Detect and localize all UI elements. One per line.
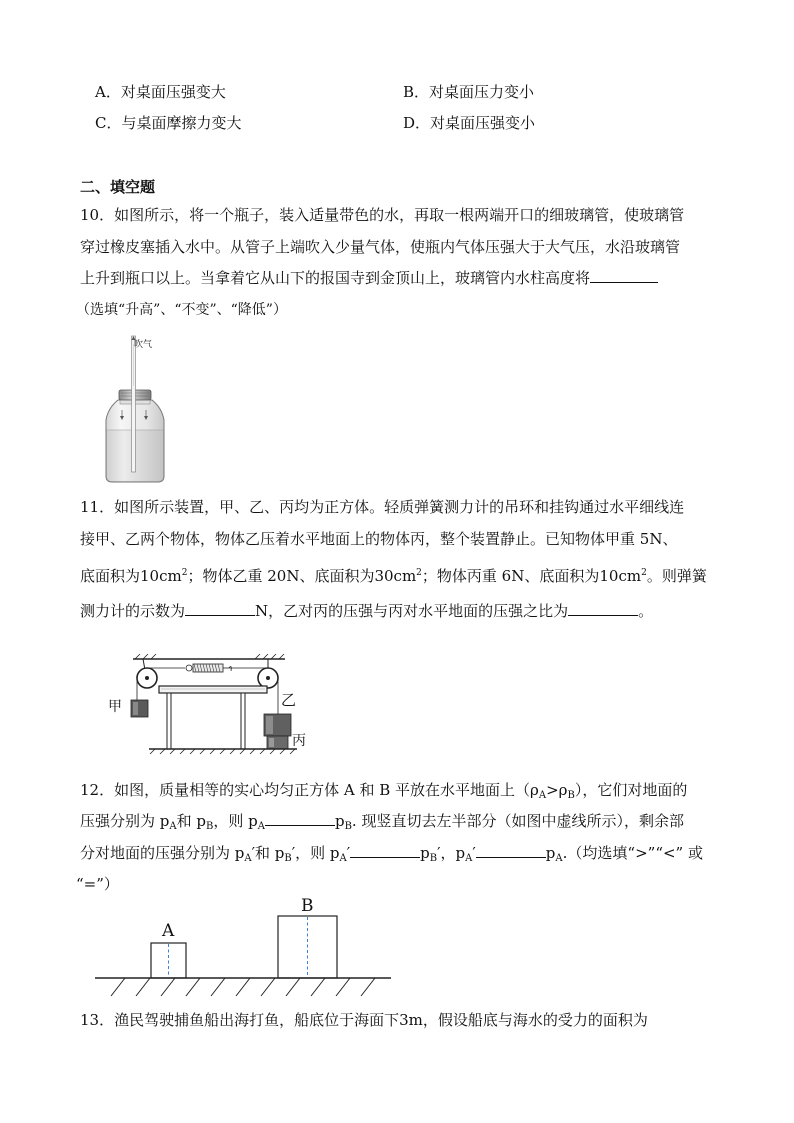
bottle-figure <box>100 336 170 484</box>
cubes-figure <box>95 895 395 1005</box>
q12-blank-1 <box>265 811 335 826</box>
q12-line1: 12．如图，质量相等的实心均匀正方体 A 和 B 平放在水平地面上$(\rho_A>\rho_B)$，它们对地面的 <box>80 781 688 801</box>
option-b: B．对桌面压力变小 <box>403 83 535 101</box>
q12-line2: 压强分别为 $p_A$和 $p_B$，则 $p_A$ $p_B$. 现竖直切去左半部分（如图中虚线所示），剩余部 <box>80 812 684 832</box>
q11-line2: 接甲、乙两个物体，物体乙压着水平地面上的物体丙，整个装置静止。已知物体甲重 5N、 <box>80 530 678 548</box>
q10-line2: 穿过橡皮塞插入水中。从管子上端吹入少量气体，使瓶内气体压强大于大气压，水沿玻璃管 <box>80 238 681 256</box>
q10-blank <box>590 268 658 283</box>
q11-line3: 底面积为$10cm^2$；物体乙重 20N、底面积为$30cm^2$；物体丙重 6N、底面积为$10cm^2$。则弹簧 <box>80 567 707 585</box>
q10-line3: 上升到瓶口以上。当拿着它从山下的报国寺到金顶山上，玻璃管内水柱高度将 <box>80 268 658 288</box>
q12-blank-2 <box>350 843 420 858</box>
section-title: 二、填空题 <box>80 178 156 196</box>
q13-line1: 13．渔民驾驶捕鱼船出海打鱼，船底位于海面下3m，假设船底与海水的受力的面积为 <box>80 1011 648 1029</box>
q11-blank-1 <box>185 601 255 616</box>
q10-line4: （选填“升高”、“不变”、“降低”） <box>76 302 287 318</box>
label-bing: 丙 <box>292 733 306 749</box>
label-yi: 乙 <box>281 691 297 709</box>
q10-line1: 10．如图所示，将一个瓶子，装入适量带色的水，再取一根两端开口的细玻璃管，使玻璃管 <box>80 206 685 224</box>
option-d: D．对桌面压强变小 <box>403 114 536 132</box>
option-a: A．对桌面压强变大 <box>95 83 226 101</box>
label-jia: 甲 <box>108 699 122 715</box>
blow-label: 吹气 <box>134 340 153 350</box>
label-a: A <box>162 921 175 941</box>
q11-line1: 11．如图所示装置，甲、乙、丙均为正方体。轻质弹簧测力计的吊环和挂钩通过水平细线连 <box>80 498 685 516</box>
q12-line3: 分对地面的压强分别为 $p_A'$和 $p_B'$，则 $p_A'$ $p_B'$，$p_A'$ $p_A$.（均选填“>”“<” 或 <box>80 844 703 864</box>
option-c: C．与桌面摩擦力变大 <box>95 114 242 132</box>
q12-blank-3 <box>476 843 546 858</box>
q11-blank-2 <box>568 601 638 616</box>
q11-line4: 测力计的示数为 N，乙对丙的压强与丙对水平地面的压强之比为 。 <box>80 602 654 620</box>
q12-line4: “=”） <box>76 875 119 893</box>
label-b: B <box>301 896 314 916</box>
